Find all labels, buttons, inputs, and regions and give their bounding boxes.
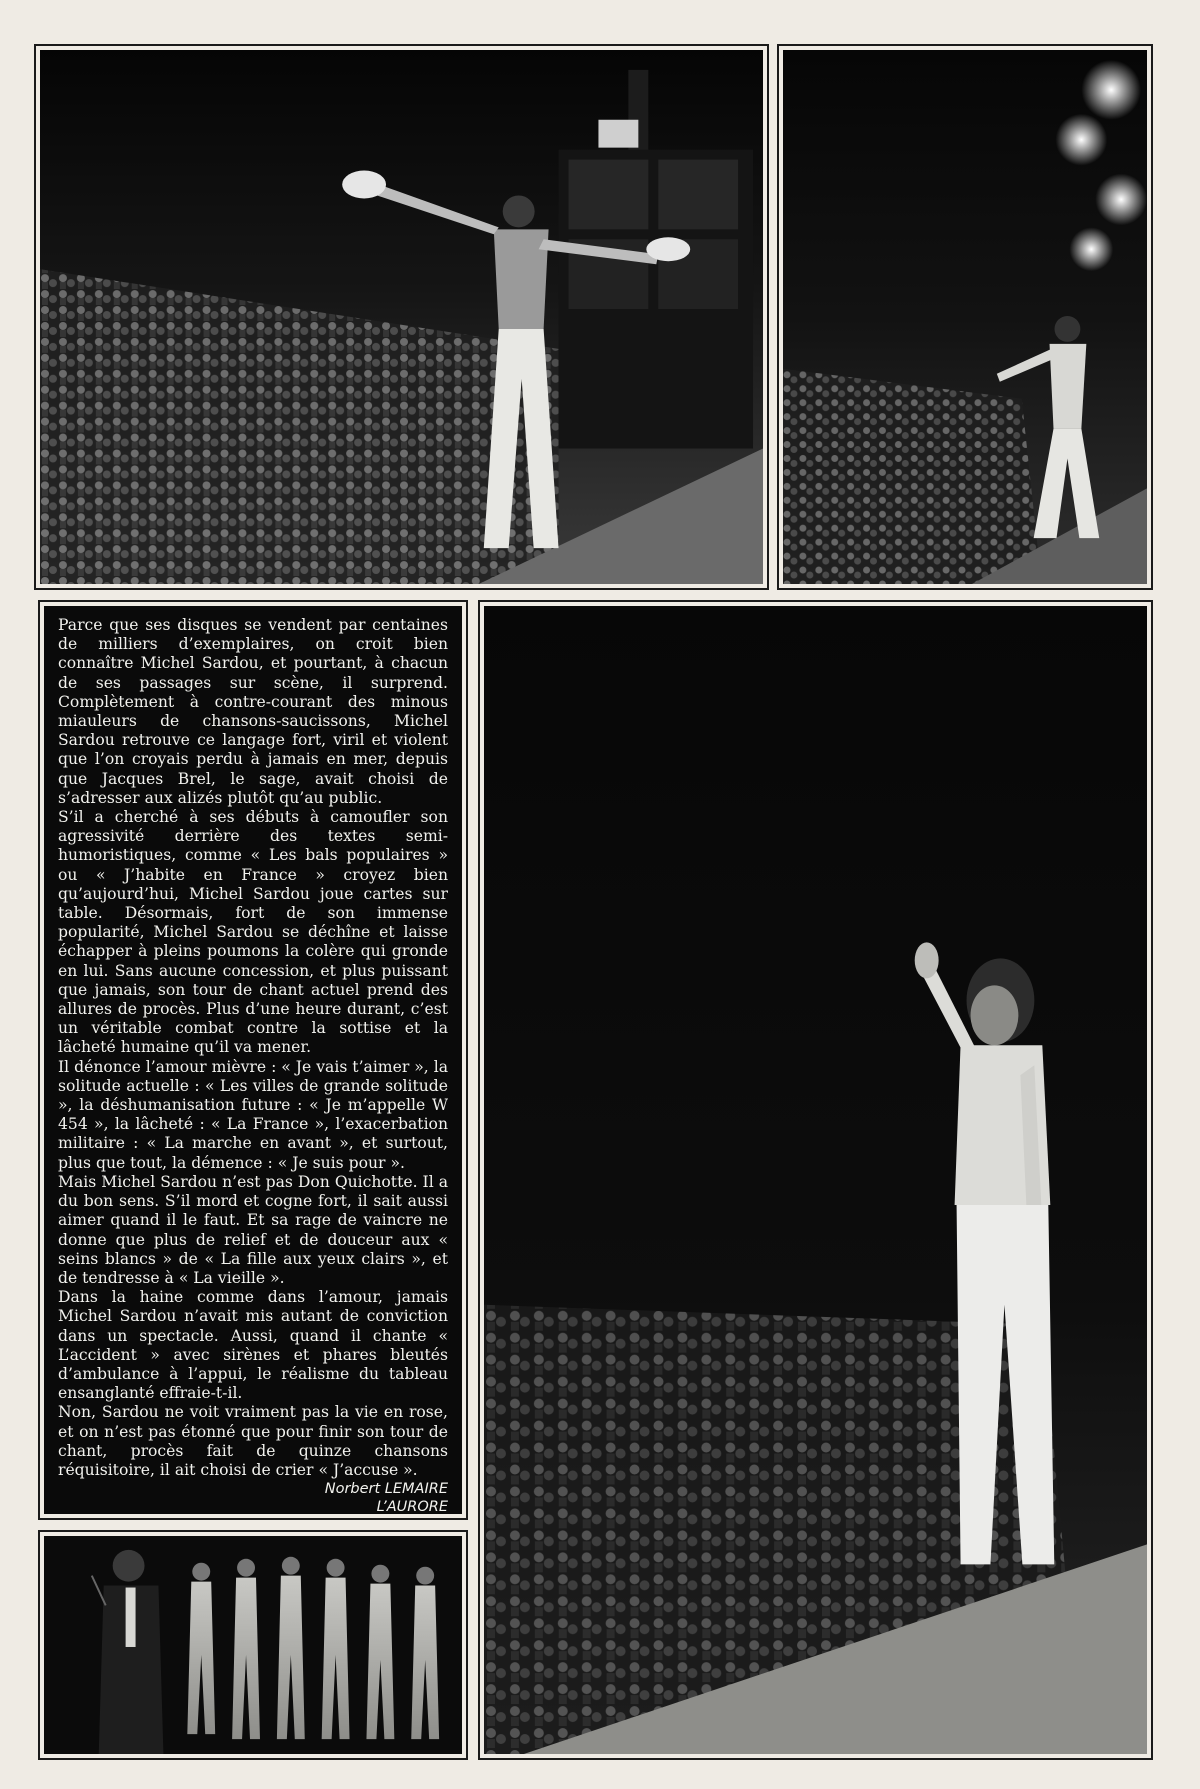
photo-frame-bottom-left bbox=[38, 1530, 468, 1760]
concert-photo-singer-arm-out bbox=[783, 50, 1147, 584]
photo-frame-top-right bbox=[777, 44, 1153, 590]
article-paragraph-1: Parce que ses disques se vendent par centaines de milliers d’exemplaires, on croit bien connaître Michel Sardou, et pourtant, à chacun de ses passages sur scène, il surprend. Complètement à contre-courant des minous miauleurs de chansons-saucissons, Michel Sardou retrouve ce langage fort, viril et violent que l’on croyais perdu à jamais en mer, depuis que Jacques Brel, le sage, avait choisi de s’adresser aux alizés plutôt qu’au public. bbox=[58, 616, 448, 807]
article-body bbox=[44, 606, 462, 1514]
article-paragraph-2: S’il a cherché à ses débuts à camoufler son agressivité derrière des textes semi-humoristiques, comme « Les bals populaires » ou « J’habite en France » croyez bien qu’aujourd’hui, Michel Sardou joue cartes sur table. Désormais, fort de son immense popularité, Michel Sardou se déchîne et laisse échapper à pleins poumons la colère qui gronde en lui. Sans aucune concession, et plus puissant que jamais, son tour de chant actuel prend des allures de procès. Plus d’une heure durant, c’est un véritable combat contre la sottise et la lâcheté humaine qu’il va mener. bbox=[58, 808, 448, 1057]
article-paragraph-6: Non, Sardou ne voit vraiment pas la vie en rose, et on n’est pas étonné que pour finir son tour de chant, procès fait de quinze chansons réquisitoire, il ait choisi de crier « J’accuse ». bbox=[58, 1403, 448, 1479]
photo-frame-top-left bbox=[34, 44, 769, 590]
concert-photo-singer-raising-hand bbox=[484, 606, 1147, 1754]
concert-photo-illustration-3 bbox=[484, 606, 1147, 1754]
concert-photo-singer-with-dancers bbox=[44, 1536, 462, 1754]
concert-photo-illustration bbox=[40, 50, 763, 584]
article-paragraph-3: Il dénonce l’amour mièvre : « Je vais t’aimer », la solitude actuelle : « Les villes de grande solitude », la déshumanisation future : « Je m’appelle W 454 », la lâcheté : « La France », l’exacerbation militaire : « La marche en avant », et surtout, plus que tout, la démence : « Je suis pour ». bbox=[58, 1057, 448, 1172]
photo-frame-large bbox=[478, 600, 1153, 1760]
article-source: L’AURORE bbox=[376, 1499, 448, 1514]
article-author: Norbert LEMAIRE bbox=[324, 1481, 448, 1498]
concert-photo-illustration-2 bbox=[783, 50, 1147, 584]
article-paragraph-4: Mais Michel Sardou n’est pas Don Quichotte. Il a du bon sens. S’il mord et cogne fort, il sait aussi aimer quand il le faut. Et sa rage de vaincre ne donne que plus de relief et de douceur aux « seins blancs » de « La fille aux yeux clairs », et de tendresse à « La vieille ». bbox=[58, 1172, 448, 1287]
article-frame bbox=[38, 600, 468, 1520]
concert-photo-illustration-4 bbox=[44, 1536, 462, 1754]
article-paragraph-5: Dans la haine comme dans l’amour, jamais Michel Sardou n’avait mis autant de conviction dans un spectacle. Aussi, quand il chante « L’accident » avec sirènes et phares bleutés d’ambulance à l’appui, le réalisme du tableau ensanglanté effraie-t-il. bbox=[58, 1288, 448, 1403]
concert-photo-singer-waving bbox=[40, 50, 763, 584]
